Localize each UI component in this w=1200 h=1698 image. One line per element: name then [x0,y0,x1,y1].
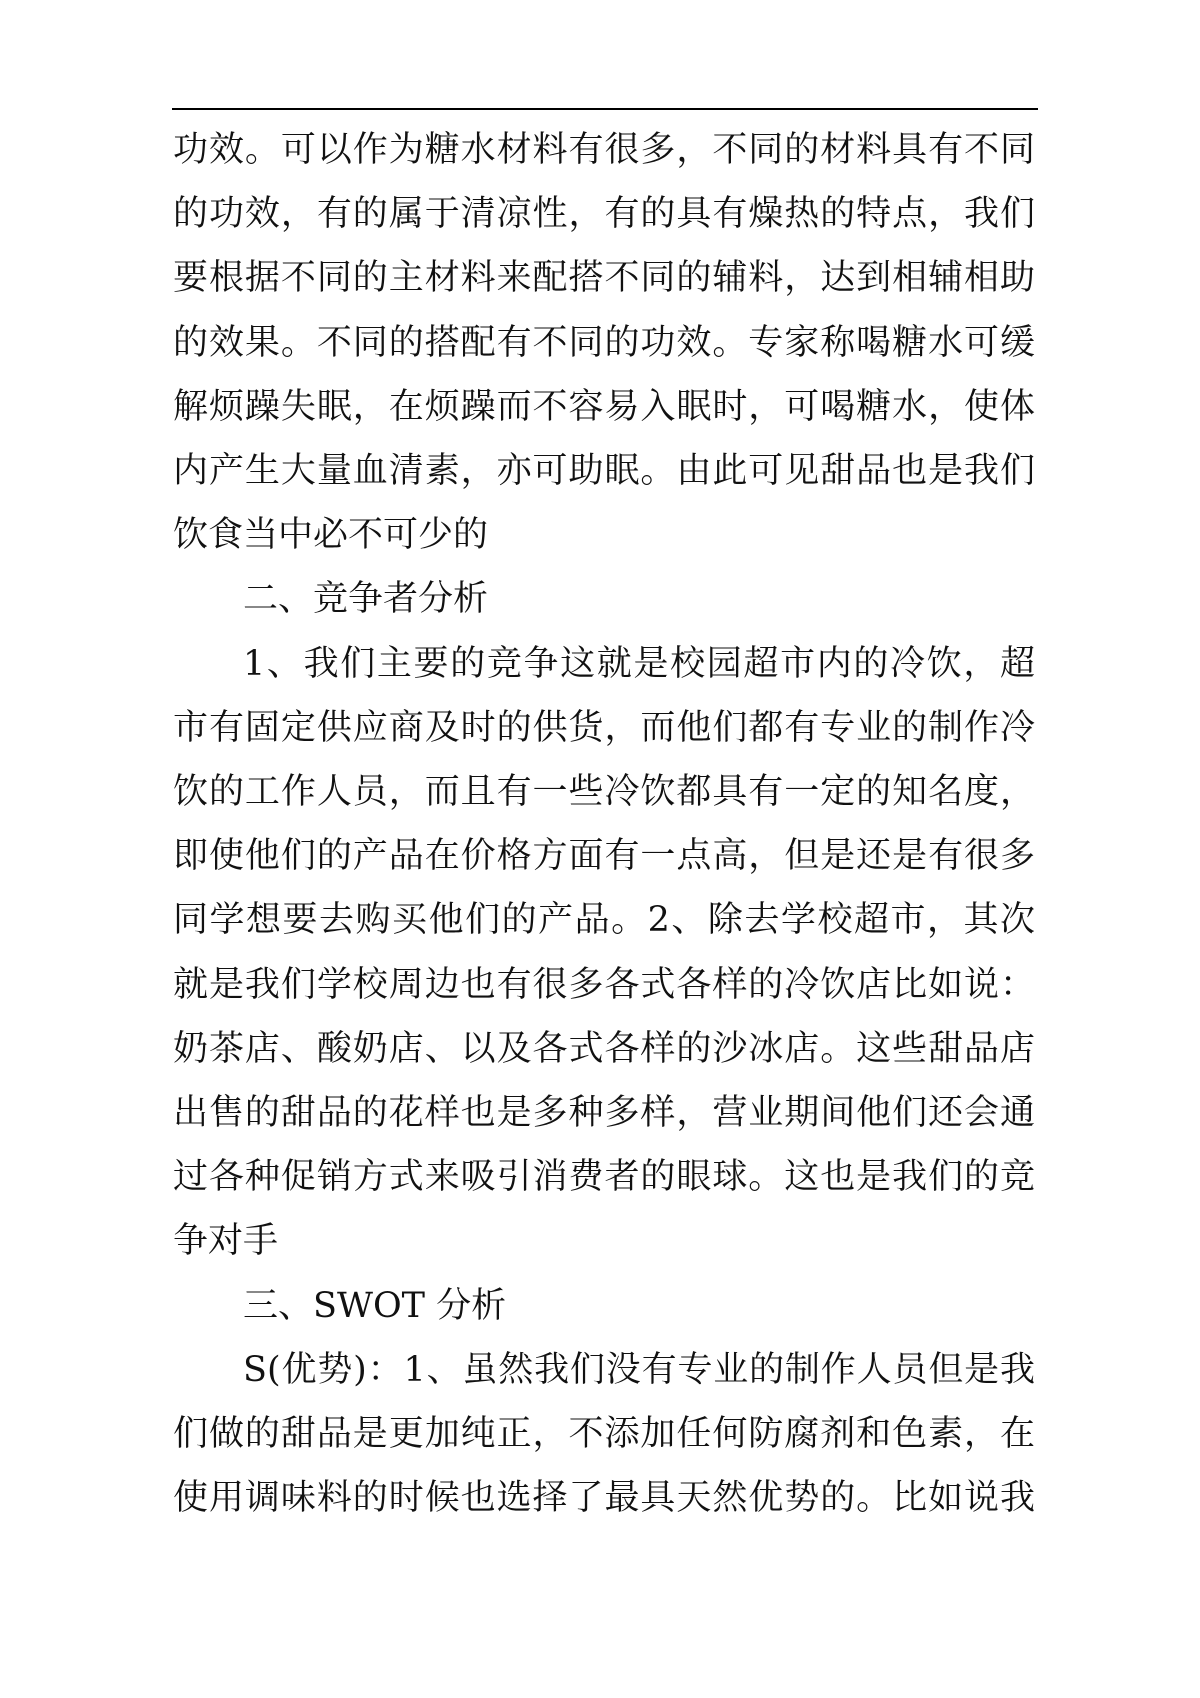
text-line: 饮食当中必不可少的 [173,515,489,556]
heading-text: 二、竞争者分析 [243,579,489,620]
paragraph-swot-strengths [173,1338,1035,1531]
text-line: 的效果。不同的搭配有不同的功效。专家称喝糖水可缓 [173,322,1035,363]
text-line: S(优势)：1、虽然我们没有专业的制作人员但是我 [243,1349,1035,1390]
text-line: 功效。可以作为糖水材料有很多，不同的材料具有不同 [173,130,1035,170]
text-line: 内产生大量血清素，亦可助眠。由此可见甜品也是我们 [173,451,1035,492]
text-line: 过各种促销方式来吸引消费者的眼球。这也是我们的竞 [173,1157,1035,1198]
text-line: 要根据不同的主材料来配搭不同的辅料，达到相辅相助 [173,258,1035,299]
heading-text: 三、SWOT 分析 [243,1285,507,1326]
text-line: 们做的甜品是更加纯正，不添加任何防腐剂和色素，在 [173,1414,1035,1455]
paragraph-competitors [173,632,1035,1274]
text-line: 即使他们的产品在价格方面有一点高，但是还是有很多 [173,836,1035,877]
text-line: 争对手 [173,1221,279,1262]
text-line: 使用调味料的时候也选择了最具天然优势的。比如说我 [173,1478,1035,1519]
text-line: 就是我们学校周边也有很多各式各样的冷饮店比如说： [173,964,1035,1005]
text-line: 1、我们主要的竞争这就是校园超市内的冷饮，超 [243,643,1035,684]
section-heading-competitor-analysis [173,567,1035,631]
text-line: 奶茶店、酸奶店、以及各式各样的沙冰店。这些甜品店 [173,1028,1035,1069]
text-line: 饮的工作人员，而且有一些冷饮都具有一定的知名度， [173,772,1035,813]
body-text [173,118,1035,1530]
paragraph-sweet-soup-effects [173,118,1035,567]
header-rule [172,108,1038,110]
section-heading-swot-analysis [173,1274,1035,1338]
text-line: 同学想要去购买他们的产品。2、除去学校超市，其次 [173,900,1035,941]
text-line: 出售的甜品的花样也是多种多样，营业期间他们还会通 [173,1093,1035,1134]
text-line: 市有固定供应商及时的供货，而他们都有专业的制作冷 [173,707,1035,748]
text-line: 的功效，有的属于清凉性，有的具有燥热的特点，我们 [173,194,1035,235]
text-line: 解烦躁失眠，在烦躁而不容易入眠时，可喝糖水，使体 [173,386,1035,427]
